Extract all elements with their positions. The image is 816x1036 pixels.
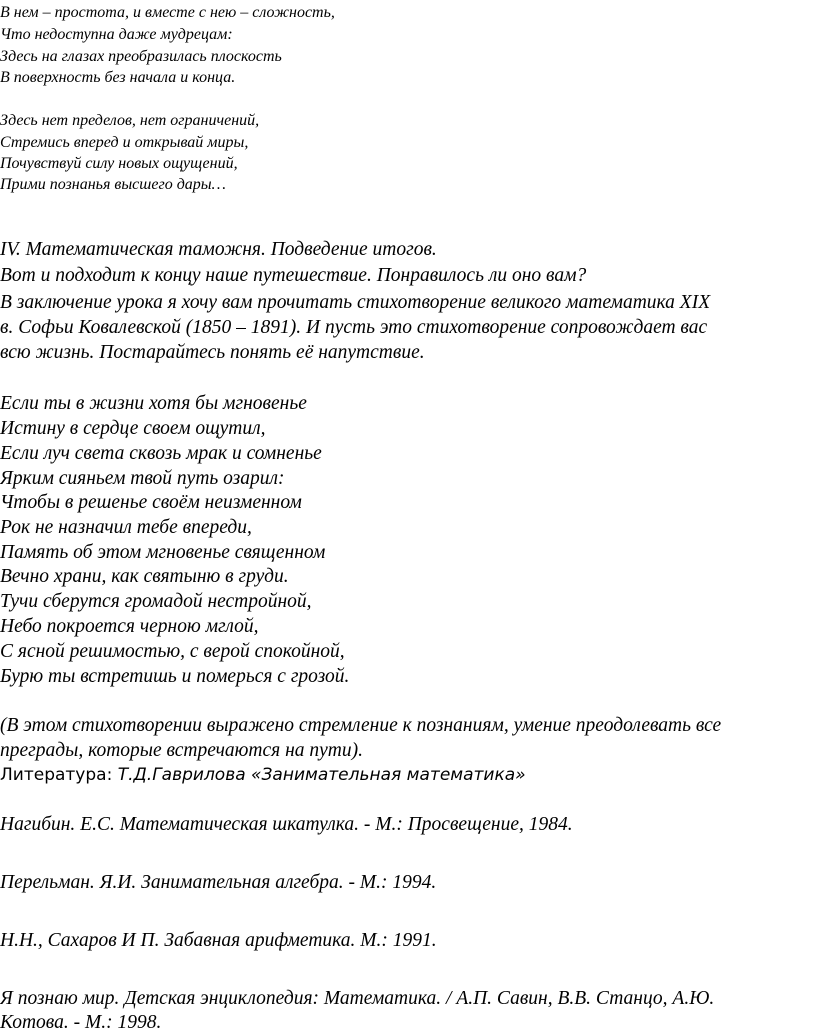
poem1-line: Стремись вперед и открывай миры, xyxy=(0,134,249,151)
poem1-line: Здесь нет пределов, нет ограничений, xyxy=(0,112,260,129)
poem2-line: Если ты в жизни хотя бы мгновенье xyxy=(0,393,307,414)
literature-first-line xyxy=(0,763,526,788)
literature-item: Котова. - М.: 1998. xyxy=(0,1012,162,1033)
poem2-line: Ярким сияньем твой путь озарил: xyxy=(0,468,285,489)
section-paragraph-line: В заключение урока я хочу вам прочитать стихотворение великого математика XIX xyxy=(0,292,711,313)
poem2-line: Вечно храни, как святыню в груди. xyxy=(0,566,289,587)
literature-label: Литература: xyxy=(0,765,118,785)
literature-item: Н.Н., Сахаров И П. Забавная арифметика. М.: 1991. xyxy=(0,930,437,951)
poem2-line: Чтобы в решенье своём неизменном xyxy=(0,492,302,513)
literature-item: Я познаю мир. Детская энциклопедия: Математика. / А.П. Савин, В.В. Станцо, А.Ю. xyxy=(0,988,715,1009)
poem2-line: Если луч света сквозь мрак и сомненье xyxy=(0,443,322,464)
poem2-line: С ясной решимостью, с верой спокойной, xyxy=(0,641,345,662)
poem2-line: Тучи сберутся громадой нестройной, xyxy=(0,591,312,612)
poem2-line: Память об этом мгновенье священном xyxy=(0,542,326,563)
literature-item: Перельман. Я.И. Занимательная алгебра. - М.: 1994. xyxy=(0,872,437,893)
poem1-line: В поверхность без начала и конца. xyxy=(0,69,236,86)
note-line: преграды, которые встречаются на пути). xyxy=(0,740,364,761)
poem1-line: Что недоступна даже мудрецам: xyxy=(0,26,233,43)
section-paragraph-line: всю жизнь. Постарайтесь понять её напутствие. xyxy=(0,342,425,363)
section-heading: IV. Математическая таможня. Подведение итогов. xyxy=(0,239,437,260)
poem1-line: Прими познанья высшего дары… xyxy=(0,176,226,193)
poem1-line: Почувствуй силу новых ощущений, xyxy=(0,155,238,172)
poem2-line: Истину в сердце своем ощутил, xyxy=(0,418,266,439)
section-intro-line: Вот и подходит к концу наше путешествие. Понравилось ли оно вам? xyxy=(0,265,587,286)
literature-item: Т.Д.Гаврилова «Занимательная математика» xyxy=(117,765,526,785)
poem2-line: Рок не назначил тебе впереди, xyxy=(0,517,252,538)
poem2-line: Небо покроется черною мглой, xyxy=(0,616,259,637)
note-line: (В этом стихотворении выражено стремление к познаниям, умение преодолевать все xyxy=(0,715,722,736)
section-paragraph-line: в. Софьи Ковалевской (1850 – 1891). И пусть это стихотворение сопровождает вас xyxy=(0,317,708,338)
literature-item: Нагибин. Е.С. Математическая шкатулка. - М.: Просвещение, 1984. xyxy=(0,814,573,835)
poem2-line: Бурю ты встретишь и померься с грозой. xyxy=(0,666,350,687)
poem1-line: Здесь на глазах преобразилась плоскость xyxy=(0,48,282,65)
poem1-line: В нем – простота, и вместе с нею – сложность, xyxy=(0,4,335,21)
